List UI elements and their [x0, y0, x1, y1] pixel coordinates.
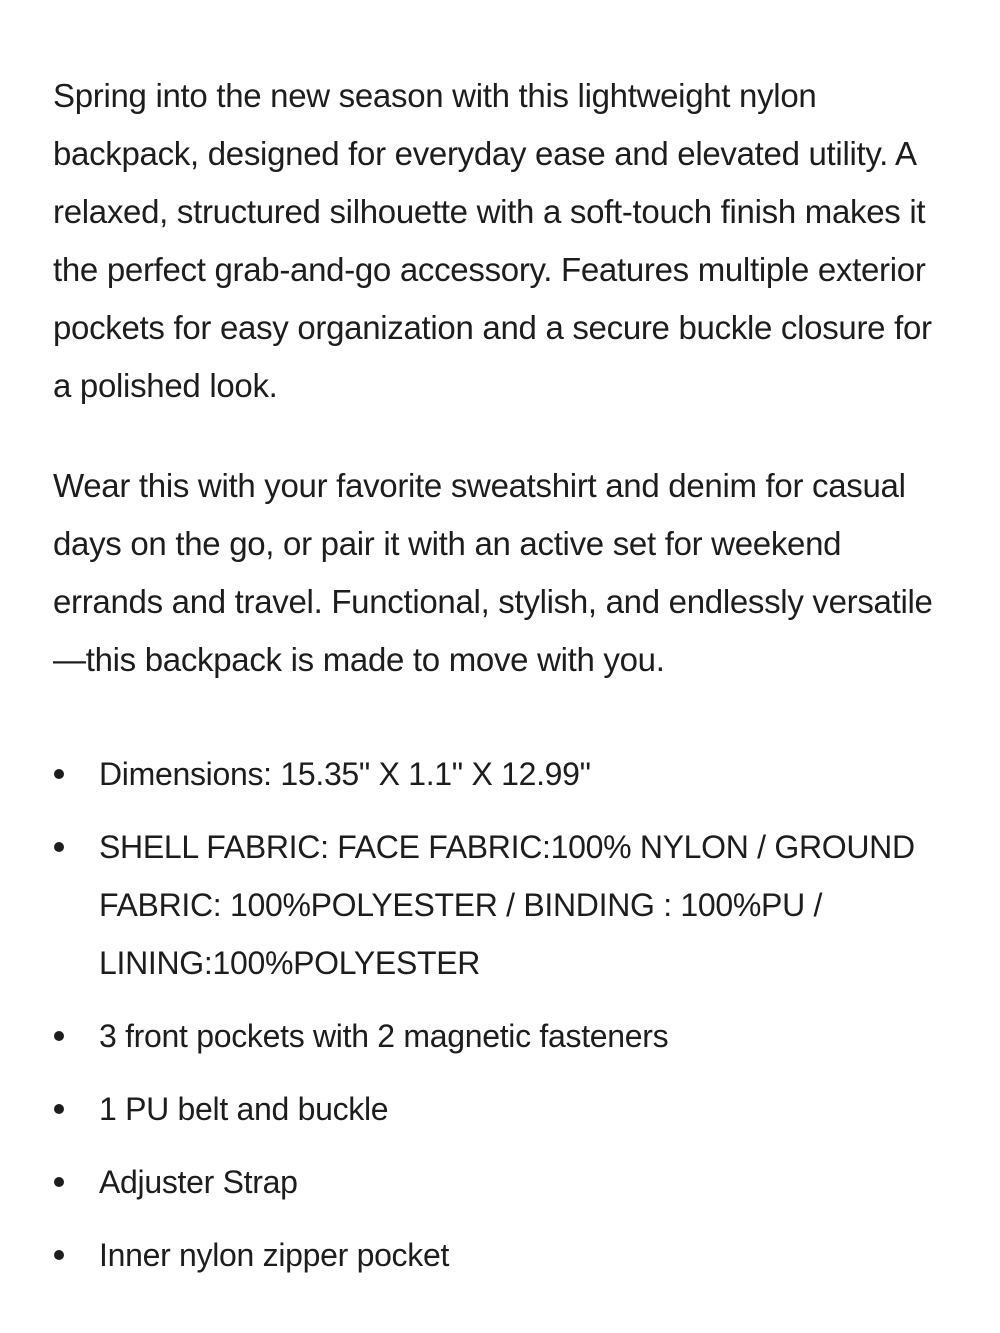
- bullet-icon: [54, 1104, 64, 1114]
- feature-text: 3 front pockets with 2 magnetic fasteners: [99, 1018, 669, 1054]
- feature-item-pockets: [53, 1007, 953, 1065]
- bullet-icon: [54, 1031, 64, 1041]
- feature-text: Dimensions: 15.35" X 1.1" X 12.99": [99, 756, 591, 792]
- bullet-icon: [54, 769, 64, 779]
- description-paragraph-styling: Wear this with your favorite sweatshirt and denim for casual days on the go, or pair it with an active set for weekend errands and travel. Functional, stylish, and endlessly versatile—this backpack is made to move with you.: [53, 467, 933, 678]
- feature-text: Inner nylon zipper pocket: [99, 1237, 450, 1273]
- feature-item-fabric: [53, 818, 953, 992]
- feature-text: Adjuster Strap: [99, 1164, 298, 1200]
- product-description: [53, 67, 953, 1299]
- bullet-icon: [54, 842, 64, 852]
- description-paragraph-intro: Spring into the new season with this lightweight nylon backpack, designed for everyday ease and elevated utility. A relaxed, structured silhouette with a soft-touch finish makes it the perfect grab-and-go accessory. Features multiple exterior pockets for easy organization and a secure buckle closure for a polished look.: [53, 77, 932, 404]
- feature-list: [53, 745, 953, 1284]
- bullet-icon: [54, 1177, 64, 1187]
- feature-item-inner-pocket: [53, 1226, 953, 1284]
- bullet-icon: [54, 1250, 64, 1260]
- feature-item-belt: [53, 1080, 953, 1138]
- feature-text: SHELL FABRIC: FACE FABRIC:100% NYLON / GROUND FABRIC: 100%POLYESTER / BINDING : 100%PU / LINING:100%POLYESTER: [99, 829, 915, 981]
- feature-item-dimensions: [53, 745, 953, 803]
- feature-text: 1 PU belt and buckle: [99, 1091, 389, 1127]
- feature-item-strap: [53, 1153, 953, 1211]
